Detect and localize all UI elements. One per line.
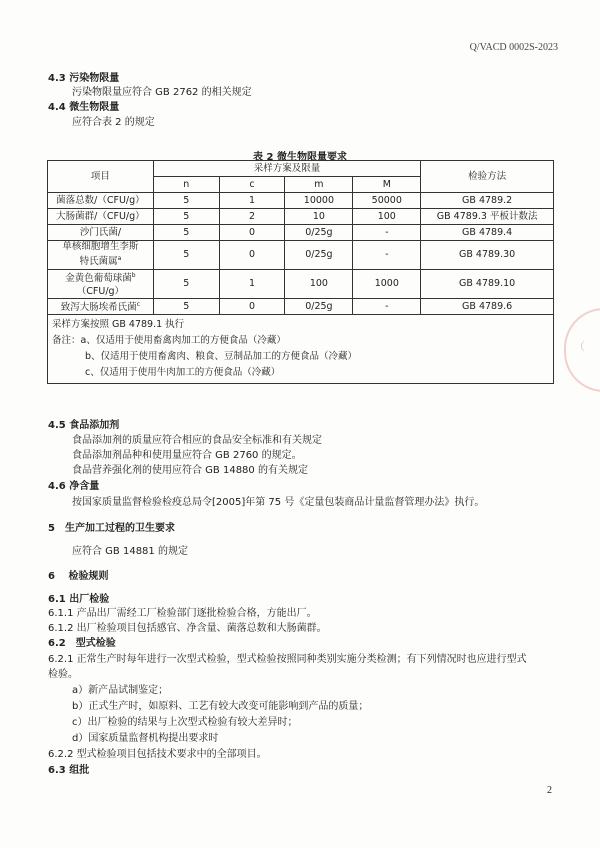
section-4-6-text: 按国家质量监督检验检疫总局令[2005]年第 75 号《定量包装商品计量监督管理办法》执行。 <box>72 497 485 508</box>
table-notes-row <box>48 315 554 384</box>
sampling-plan-note: 采样方案按照 GB 4789.1 执行 <box>52 319 185 331</box>
header-m: m <box>285 177 353 193</box>
table-header-row <box>48 161 554 177</box>
row-M: - <box>353 241 421 270</box>
row-method: GB 4789.10 <box>421 270 554 299</box>
section-4-5-title: 4.5 食品添加剂 <box>48 420 120 431</box>
row-n: 5 <box>153 241 219 270</box>
item-c: c）出厂检验的结果与上次型式检验有较大差异时； <box>72 717 298 728</box>
row-item <box>48 270 154 299</box>
section-6-3-title: 6.3 组批 <box>48 765 90 776</box>
row-n: 5 <box>153 209 219 225</box>
row-c: 1 <box>219 270 285 299</box>
header-test-method: 检验方法 <box>421 161 554 193</box>
row-n: 5 <box>153 193 219 209</box>
section-6-2-1: 6.2.1 正常生产时每年进行一次型式检验，型式检验按照同种类别实施分类检测；有下列情况时也应进行型式 <box>48 654 527 665</box>
section-6-1-title: 6.1 出厂检验 <box>48 594 110 605</box>
section-4-3-title: 4.3 污染物限量 <box>48 73 120 84</box>
section-4-4-title: 4.4 微生物限量 <box>48 102 120 113</box>
note-c: c、仅适用于使用牛肉加工的方便食品（冷藏） <box>85 367 281 379</box>
section-4-4-text: 应符合表 2 的规定 <box>72 117 155 128</box>
row-n: 5 <box>153 299 219 315</box>
row-M: - <box>353 225 421 241</box>
table-row <box>48 270 554 299</box>
section-4-3-text: 污染物限量应符合 GB 2762 的相关规定 <box>72 87 252 98</box>
row-item: 沙门氏菌/ <box>48 225 154 241</box>
section-6-2-title: 6.2 型式检验 <box>48 638 116 649</box>
row-method: GB 4789.3 平板计数法 <box>421 209 554 225</box>
row-c: 0 <box>219 225 285 241</box>
row-method: GB 4789.2 <box>421 193 554 209</box>
header-c: c <box>219 177 285 193</box>
note-a: 备注：a、仅适用于使用畜禽肉加工的方便食品（冷藏） <box>52 335 286 347</box>
table-row <box>48 209 554 225</box>
table-notes <box>48 315 554 384</box>
row-M: 50000 <box>353 193 421 209</box>
section-6-2-2: 6.2.2 型式检验项目包括技术要求中的全部项目。 <box>48 749 267 760</box>
row-m: 10 <box>285 209 353 225</box>
table-row <box>48 299 554 315</box>
row-n: 5 <box>153 270 219 299</box>
row-item-text: 致泻大肠埃希氏菌 <box>60 302 137 314</box>
section-4-6-title: 4.6 净含量 <box>48 481 100 492</box>
section-4-5-text-3: 食品营养强化剂的使用应符合 GB 14880 的有关规定 <box>72 465 308 476</box>
row-method: GB 4789.30 <box>421 241 554 270</box>
row-item <box>48 299 154 315</box>
row-method: GB 4789.6 <box>421 299 554 315</box>
header-sampling-plan: 采样方案及限量 <box>153 161 420 177</box>
row-item: 菌落总数/（CFU/g） <box>48 193 154 209</box>
header-M: M <box>353 177 421 193</box>
row-M: - <box>353 299 421 315</box>
row-item-line1: 金黄色葡萄球菌 <box>65 273 132 285</box>
row-m: 0/25g <box>285 241 353 270</box>
footnote-mark: b <box>131 272 136 280</box>
row-M: 100 <box>353 209 421 225</box>
section-6-2-1-cont: 检验。 <box>48 669 78 680</box>
item-b: b）正式生产时，如原料、工艺有较大改变可能影响到产品的质量； <box>72 701 369 712</box>
row-c: 2 <box>219 209 285 225</box>
row-c: 0 <box>219 241 285 270</box>
row-item-line2: （CFU/g） <box>76 285 125 297</box>
table-row <box>48 193 554 209</box>
row-m: 0/25g <box>285 299 353 315</box>
item-a: a）新产品试制鉴定； <box>72 685 169 696</box>
table-row <box>48 241 554 270</box>
document-code: Q/VACD 0002S-2023 <box>469 42 558 53</box>
section-6-1-1: 6.1.1 产品出厂需经工厂检验部门逐批检验合格，方能出厂。 <box>48 608 317 619</box>
table-caption: 表 2 微生物限量要求 <box>253 152 347 163</box>
section-5-title: 5 生产加工过程的卫生要求 <box>48 523 175 534</box>
section-4-5-text-2: 食品添加剂品种和使用量应符合 GB 2760 的规定。 <box>72 450 302 461</box>
row-item <box>48 241 154 270</box>
footnote-mark: c <box>136 301 141 308</box>
row-method: GB 4789.4 <box>421 225 554 241</box>
row-M: 1000 <box>353 270 421 299</box>
row-item-line1: 单核细胞增生李斯 <box>62 241 139 253</box>
section-6-1-2: 6.1.2 出厂检验项目包括感官、净含量、菌落总数和大肠菌群。 <box>48 623 327 634</box>
item-d: d）国家质量监督机构提出要求时 <box>72 733 219 744</box>
row-n: 5 <box>153 225 219 241</box>
row-item: 大肠菌群/（CFU/g） <box>48 209 154 225</box>
row-item-line2: 特氏菌属 <box>79 256 118 268</box>
section-5-text: 应符合 GB 14881 的规定 <box>72 546 188 557</box>
header-item: 项目 <box>48 161 154 193</box>
section-6-title: 6 检验规则 <box>48 571 109 582</box>
table-row <box>48 225 554 241</box>
row-c: 0 <box>219 299 285 315</box>
page-number: 2 <box>547 785 552 796</box>
footnote-mark: a <box>117 255 122 263</box>
row-m: 100 <box>285 270 353 299</box>
row-m: 0/25g <box>285 225 353 241</box>
header-n: n <box>153 177 219 193</box>
note-b: b、仅适用于使用畜禽肉、粮食、豆制品加工的方便食品（冷藏） <box>85 351 358 363</box>
microbial-limits-table <box>47 160 554 384</box>
section-4-5-text-1: 食品添加剂的质量应符合相应的食品安全标准和有关规定 <box>72 435 322 446</box>
row-m: 10000 <box>285 193 353 209</box>
seal-stamp-text: （ <box>574 340 596 353</box>
row-c: 1 <box>219 193 285 209</box>
